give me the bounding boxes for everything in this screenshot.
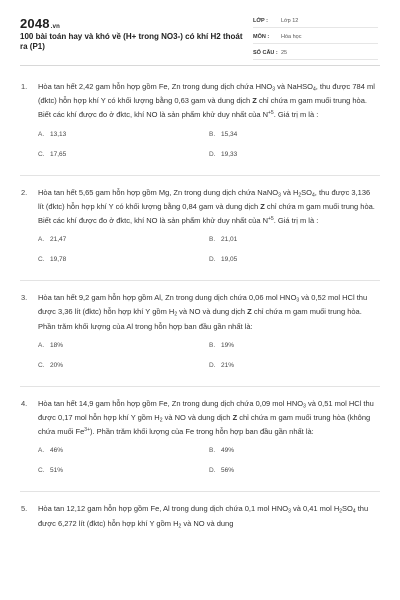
answer-option-b[interactable]: B. 49% — [209, 447, 235, 455]
question-item — [20, 387, 380, 493]
question-text: Hòa tan 12,12 gam hỗn hợp gồm Fe, Al trong dung dịch chứa 0,1 mol $HNO_3$ và 0,41 mol $H_2SO_4$ thu được 6,272 lít (đktc) hỗn hợp khí Y gồm $H_2$ và NO và dung — [38, 504, 369, 530]
answer-option-a[interactable]: A. 18% — [38, 341, 64, 349]
meta-class-label: LỚP : — [253, 18, 268, 24]
question-text: Hòa tan hết 5,65 gam hỗn hợp gồm Mg, Zn trong dung dịch chứa NaNO$_3$ và $H_2SO_4$, thu được 3,136 lít (đktc) hỗn hợp khí Y có khối lượng bằng 0,84 gam và dung dịch Z chỉ chứa m gam muối trung hòa. Biết các khí được đo ở đktc, khí NO là sản phẩm khử duy nhất của $N^{+5}$. Giá trị m là : — [38, 187, 375, 226]
question-number: 5. — [21, 504, 28, 514]
answer-option-d[interactable]: D. 21% — [209, 361, 235, 369]
answer-option-a[interactable]: A. 46% — [38, 447, 64, 455]
meta-count-label: SỐ CÂU : — [253, 50, 278, 56]
answer-option-c[interactable]: C. 51% — [38, 467, 64, 475]
question-number: 4. — [21, 398, 28, 408]
answer-option-b[interactable]: B. 21,01 — [209, 236, 238, 244]
document-title: 100 bài toán hay và khó về (H+ trong NO3-) có khí H2 thoát ra (P1) — [20, 32, 243, 51]
site-logo[interactable] — [20, 16, 60, 31]
answer-options — [38, 228, 380, 280]
question-text: Hòa tan hết 2,42 gam hỗn hợp gồm Fe, Zn trong dung dịch chứa $HNO_3$ và NaHSO$_4$, thu được 784 ml (đktc) hỗn hợp khí Y có khối lượng bằng 0,63 gam và dung dịch Z chỉ chứa m gam muối trung hòa. Biết các khí được đo ở đktc, khí NO là sản phẩm khử duy nhất của $N^{+5}$. Giá trị m là : — [38, 82, 375, 120]
meta-count-row — [253, 47, 378, 60]
meta-class-row — [253, 15, 378, 28]
meta-class-value: Lớp 12 — [281, 18, 299, 24]
logo-suffix: .vn — [50, 24, 61, 30]
header-divider — [20, 65, 380, 66]
question-item — [20, 70, 380, 176]
answer-option-d[interactable]: D. 19,33 — [209, 150, 238, 158]
meta-count-value: 25 — [281, 50, 288, 56]
answer-option-b[interactable]: B. 15,34 — [209, 130, 238, 138]
answer-option-d[interactable]: D. 19,05 — [209, 256, 238, 264]
document-meta — [253, 15, 378, 63]
answer-option-c[interactable]: C. 17,65 — [38, 150, 67, 158]
answer-option-a[interactable]: A. 13,13 — [38, 130, 67, 138]
question-list — [0, 70, 400, 531]
logo-text: 2048 — [20, 16, 50, 31]
question-number: 1. — [21, 82, 28, 91]
question-item — [20, 281, 380, 387]
question-number: 2. — [21, 187, 28, 197]
answer-options — [38, 439, 380, 491]
answer-option-c[interactable]: C. 19,78 — [38, 256, 67, 264]
document-header — [0, 0, 400, 60]
question-item — [20, 492, 380, 530]
answer-option-c[interactable]: C. 20% — [38, 361, 64, 369]
meta-subject-label: MÔN : — [253, 34, 270, 40]
answer-option-b[interactable]: B. 19% — [209, 341, 235, 349]
answer-option-d[interactable]: D. 56% — [209, 467, 235, 475]
answer-option-a[interactable]: A. 21,47 — [38, 236, 67, 244]
meta-subject-row — [253, 31, 378, 44]
question-number: 3. — [21, 293, 28, 303]
question-text: Hòa tan hết 14,9 gam hỗn hợp gồm Fe, Zn trong dung dịch chứa 0,09 mol $HNO_3$ và 0,51 mol HCl thu được 0,17 mol hỗn hợp khí Y gồm $H_2$ và NO và dung dịch Z chỉ chứa m gam muối trung hòa (không chứa muối $Fe^{3+}$). Phần trăm khối lượng của Fe trong hỗn hợp ban đầu gần nhất là: — [38, 398, 374, 437]
meta-subject-value: Hóa học — [281, 34, 302, 40]
answer-options — [38, 123, 380, 175]
question-text: Hòa tan hết 9,2 gam hỗn hợp gồm Al, Zn trong dung dịch chứa 0,06 mol $HNO_3$ và 0,52 mol HCl thu được 3,36 lít (đktc) hỗn hợp khí Y gồm $H_2$ và NO và dung dịch Z chỉ chứa m gam muối trung hòa. Phần trăm khối lượng của Al trong hỗn hợp ban đầu gần nhất là: — [38, 293, 368, 331]
question-item — [20, 176, 380, 282]
answer-options — [38, 334, 380, 386]
